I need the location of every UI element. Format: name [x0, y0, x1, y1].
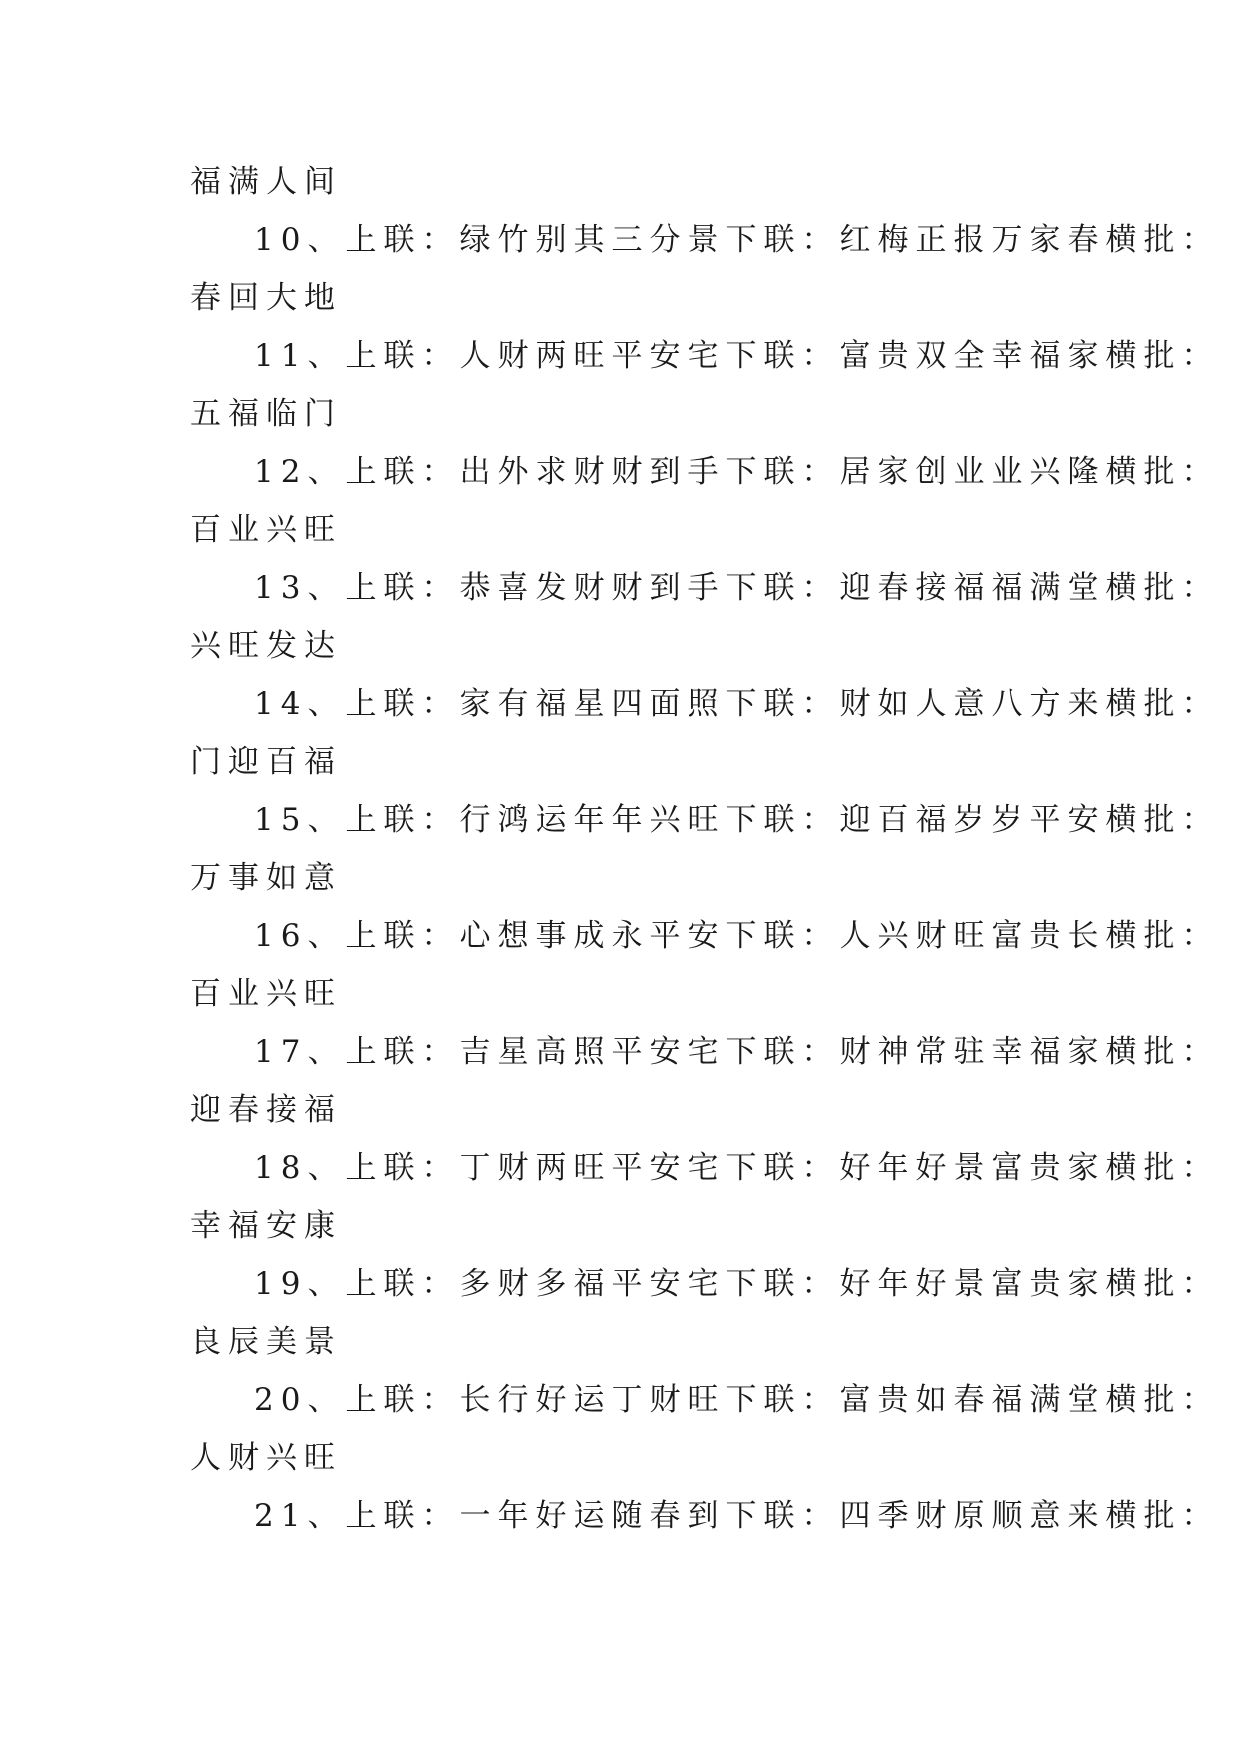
couplet-15-line2: 万事如意 — [190, 860, 342, 896]
couplet-18-line2: 幸福安康 — [190, 1208, 342, 1244]
couplet-13-line2: 兴旺发达 — [190, 628, 342, 664]
couplet-21-line1: 21、上联：一年好运随春到下联：四季财原顺意来横批： — [254, 1498, 1220, 1534]
intro-tail-line: 福满人间 — [190, 164, 342, 200]
couplet-12-line2: 百业兴旺 — [190, 512, 342, 548]
couplet-19-line2: 良辰美景 — [190, 1324, 342, 1360]
couplet-17-line1: 17、上联：吉星高照平安宅下联：财神常驻幸福家横批： — [254, 1034, 1220, 1070]
couplet-15-line1: 15、上联：行鸿运年年兴旺下联：迎百福岁岁平安横批： — [254, 802, 1220, 838]
couplet-20-line2: 人财兴旺 — [190, 1440, 342, 1476]
couplet-20-line1: 20、上联：长行好运丁财旺下联：富贵如春福满堂横批： — [254, 1382, 1220, 1418]
document-body — [190, 153, 1220, 1545]
couplet-10-line1: 10、上联：绿竹别其三分景下联：红梅正报万家春横批： — [254, 222, 1220, 258]
couplet-11-line1: 11、上联：人财两旺平安宅下联：富贵双全幸福家横批： — [254, 338, 1220, 374]
couplet-11-line2: 五福临门 — [190, 396, 342, 432]
couplet-19-line1: 19、上联：多财多福平安宅下联：好年好景富贵家横批： — [254, 1266, 1220, 1302]
couplet-17-line2: 迎春接福 — [190, 1092, 342, 1128]
couplet-14-line1: 14、上联：家有福星四面照下联：财如人意八方来横批： — [254, 686, 1220, 722]
couplet-18-line1: 18、上联：丁财两旺平安宅下联：好年好景富贵家横批： — [254, 1150, 1220, 1186]
couplet-14-line2: 门迎百福 — [190, 744, 342, 780]
couplet-16-line2: 百业兴旺 — [190, 976, 342, 1012]
couplet-12-line1: 12、上联：出外求财财到手下联：居家创业业兴隆横批： — [254, 454, 1220, 490]
couplet-10-line2: 春回大地 — [190, 280, 342, 316]
couplet-16-line1: 16、上联：心想事成永平安下联：人兴财旺富贵长横批： — [254, 918, 1220, 954]
couplet-13-line1: 13、上联：恭喜发财财到手下联：迎春接福福满堂横批： — [254, 570, 1220, 606]
